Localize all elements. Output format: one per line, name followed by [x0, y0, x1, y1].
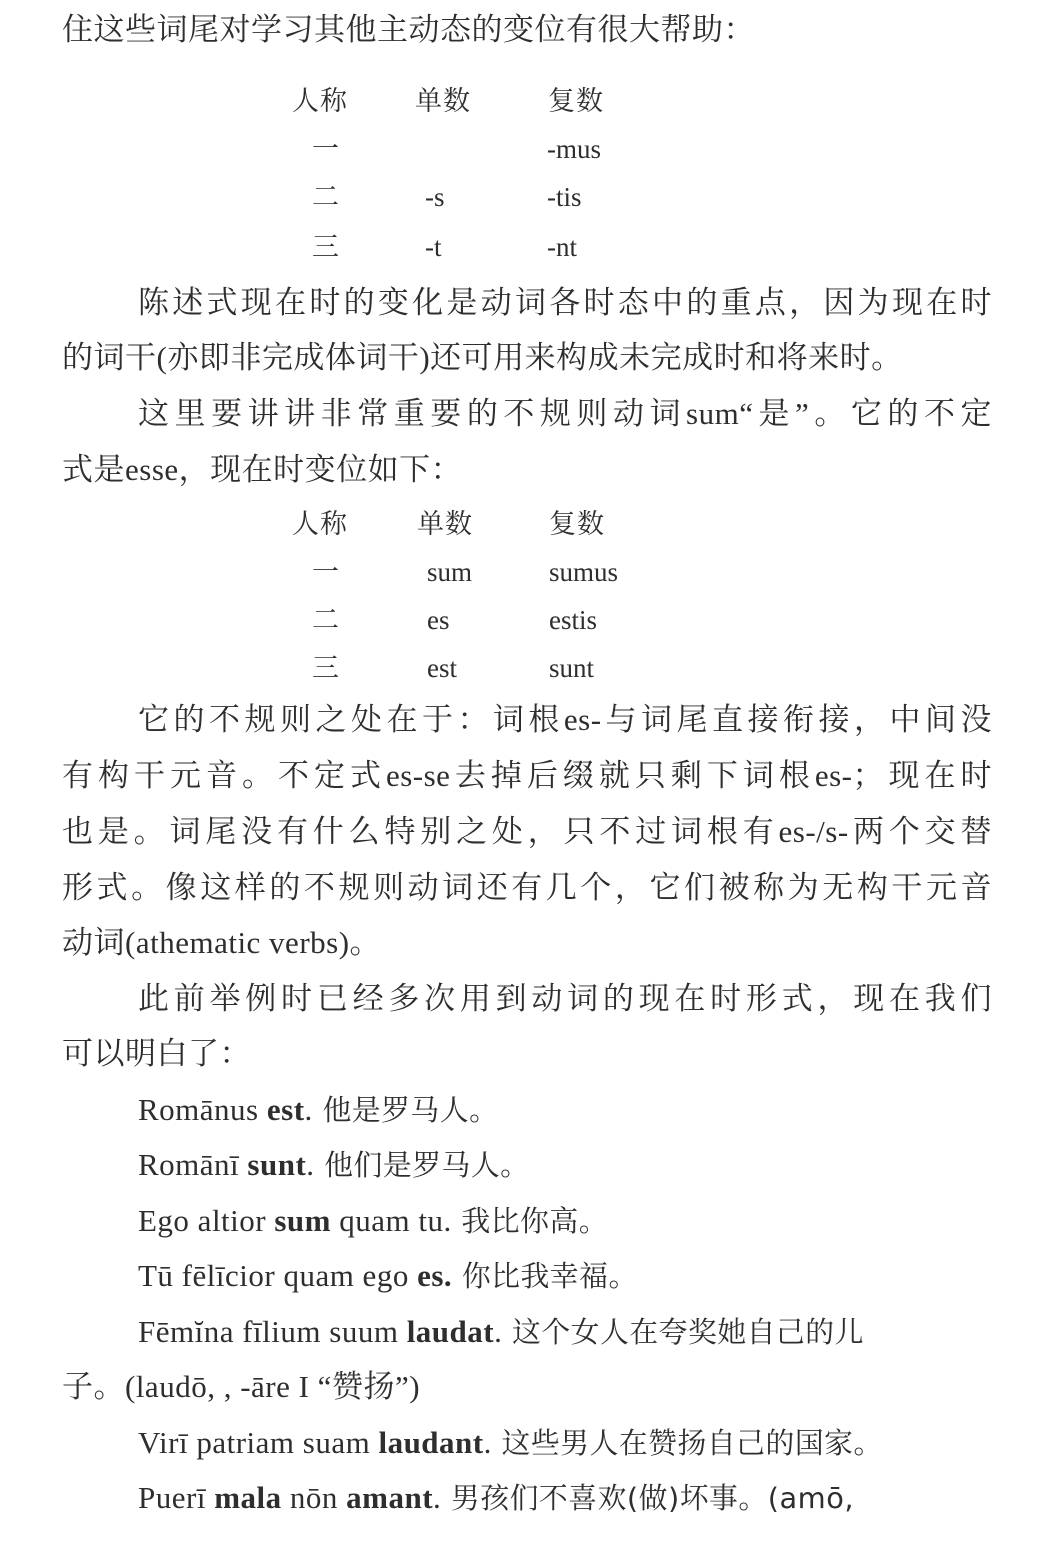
latin-noun-bold: mala: [214, 1480, 282, 1515]
table-cell-person: 一: [312, 557, 339, 587]
latin-verb-bold: est: [266, 1092, 305, 1127]
latin-text: .: [433, 1480, 442, 1515]
paragraph-line: 动词(athematic verbs)。: [62, 925, 382, 960]
table-cell-person: 二: [312, 605, 339, 635]
example-sentence: [138, 1090, 498, 1130]
example-sentence: [138, 1478, 854, 1518]
latin-verb-bold: amant: [346, 1480, 434, 1515]
latin-text: Fēmĭna fīlium suum: [138, 1314, 407, 1349]
latin-verb-bold: laudant: [378, 1425, 484, 1460]
intro-line: 住这些词尾对学习其他主动态的变位有很大帮助：: [62, 12, 755, 47]
chinese-translation: 你比我幸福。: [452, 1259, 638, 1293]
paragraph-line: 这里要讲讲非常重要的不规则动词sum“是”。它的不定: [138, 396, 992, 431]
chinese-translation: 我比你高。: [451, 1204, 609, 1238]
example-sentence: [138, 1201, 608, 1241]
table-cell-singular: -t: [425, 232, 442, 262]
table-header-singular: 单数: [415, 86, 471, 116]
table-cell-person: 一: [312, 134, 339, 164]
table-header-person: 人称: [292, 86, 348, 116]
table-header-plural: 复数: [548, 86, 604, 116]
example-sentence: [138, 1312, 864, 1352]
paragraph-line: 可以明白了：: [62, 1036, 251, 1071]
paragraph-line: 有构干元音。不定式es-se去掉后缀就只剩下词根es-；现在时: [62, 758, 992, 793]
table-cell-singular: -s: [425, 182, 445, 212]
latin-verb-bold: sunt: [247, 1147, 307, 1182]
table-cell-plural: -mus: [547, 134, 601, 164]
latin-text: .: [483, 1425, 492, 1460]
example-continuation: 子。(laudō, , -āre I “赞扬”): [62, 1369, 421, 1404]
latin-verb-bold: es.: [417, 1258, 453, 1293]
latin-text: quam tu.: [331, 1203, 452, 1238]
latin-text: .: [304, 1092, 313, 1127]
latin-text: .: [494, 1314, 503, 1349]
paragraph-line: 的词干(亦即非完成体词干)还可用来构成未完成时和将来时。: [62, 340, 903, 375]
latin-text: Tū fēlīcior quam ego: [138, 1258, 418, 1293]
table-cell-singular: sum: [427, 557, 473, 587]
latin-verb-bold: laudat: [406, 1314, 495, 1349]
latin-text: Virī patriam suam: [138, 1425, 379, 1460]
table-header-person: 人称: [292, 509, 348, 539]
example-sentence: [138, 1256, 638, 1296]
latin-text: Ego altior: [138, 1203, 275, 1238]
table-cell-singular: es: [427, 605, 450, 635]
chinese-translation: 这个女人在夸奖她自己的儿: [502, 1315, 864, 1349]
table-cell-plural: sunt: [549, 653, 595, 683]
latin-text: Romānī: [138, 1147, 248, 1182]
latin-text: Puerī: [138, 1480, 215, 1515]
paragraph-line: 陈述式现在时的变化是动词各时态中的重点，因为现在时: [138, 285, 992, 320]
paragraph-line: 式是esse，现在时变位如下：: [62, 452, 463, 487]
chinese-translation: 他们是罗马人。: [314, 1148, 530, 1182]
chinese-translation: 这些男人在赞扬自己的国家。: [491, 1426, 883, 1460]
paragraph-line: 形式。像这样的不规则动词还有几个，它们被称为无构干元音: [62, 870, 992, 905]
example-sentence: [138, 1423, 883, 1463]
table-cell-person: 三: [312, 232, 339, 262]
table-cell-person: 三: [312, 653, 339, 683]
table-cell-plural: sumus: [549, 557, 619, 587]
example-sentence: [138, 1145, 530, 1185]
paragraph-line: 它的不规则之处在于：词根es-与词尾直接衔接，中间没: [138, 702, 992, 737]
table-cell-singular: est: [427, 653, 457, 683]
table-cell-person: 二: [312, 182, 339, 212]
table-cell-plural: estis: [549, 605, 598, 635]
latin-verb-bold: sum: [274, 1203, 331, 1238]
paragraph-line: 此前举例时已经多次用到动词的现在时形式，现在我们: [138, 981, 992, 1016]
chinese-translation: 他是罗马人。: [312, 1093, 499, 1127]
table-header-singular: 单数: [417, 509, 473, 539]
paragraph-line: 也是。词尾没有什么特别之处，只不过词根有es-/s-两个交替: [62, 814, 992, 849]
latin-text: .: [306, 1147, 315, 1182]
table-header-plural: 复数: [549, 509, 605, 539]
table-cell-plural: -tis: [547, 182, 582, 212]
table-cell-plural: -nt: [547, 232, 577, 262]
latin-text: nōn: [281, 1480, 347, 1515]
latin-text: Romānus: [138, 1092, 267, 1127]
chinese-translation: 男孩们不喜欢(做)坏事。(amō,: [441, 1481, 855, 1515]
